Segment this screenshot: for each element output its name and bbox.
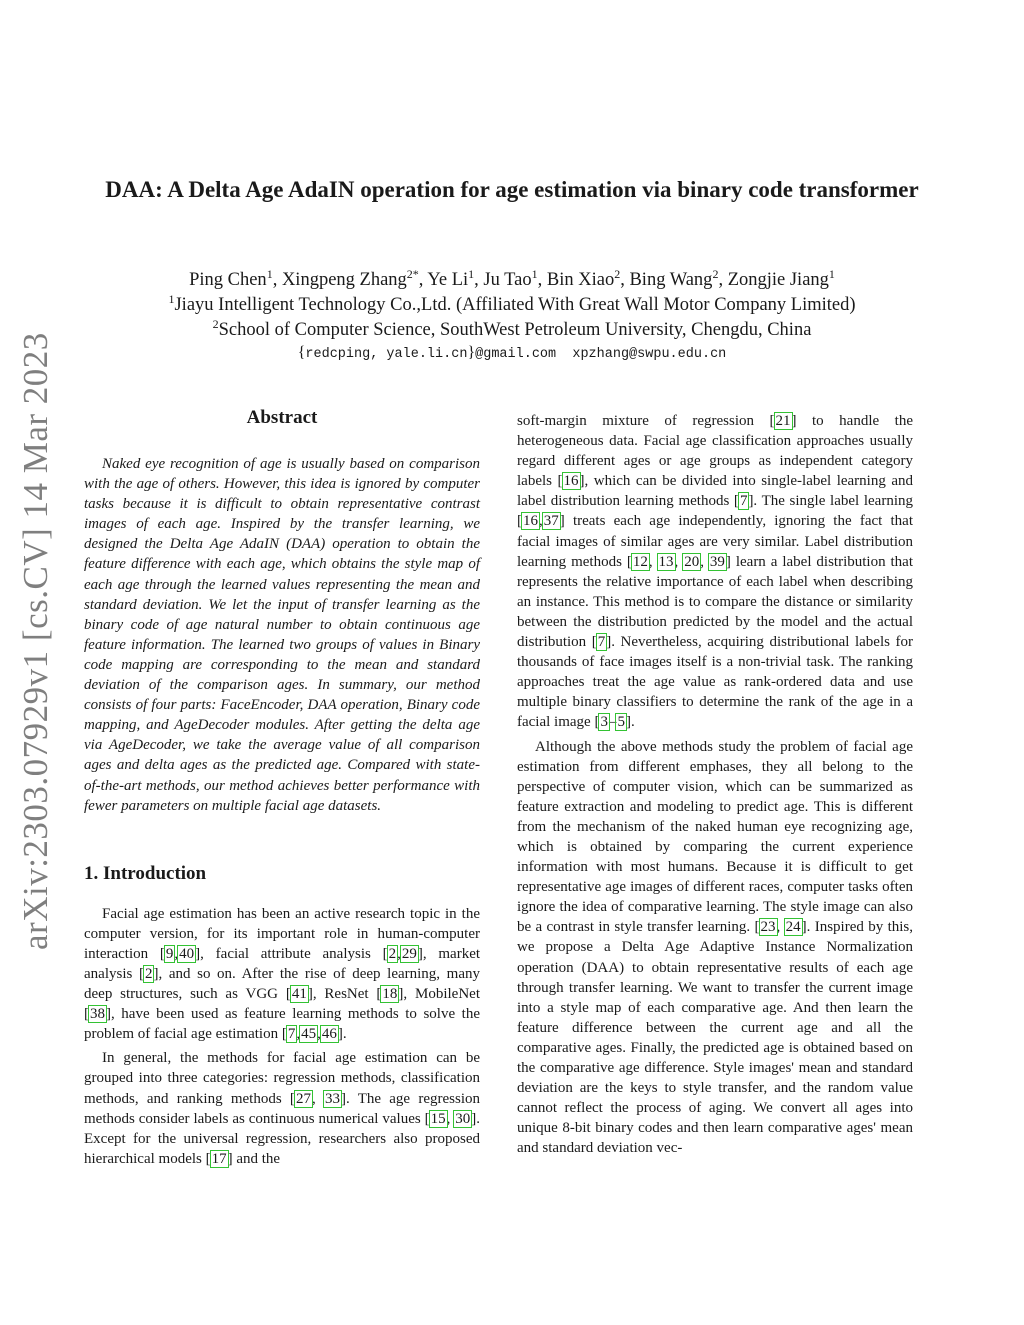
citation-link[interactable]: 2 (144, 965, 153, 982)
text-run: , (539, 513, 543, 530)
email-close-brace: } (467, 344, 476, 361)
text-run: ]. Except for the universal regression, researchers also proposed hierarchical models [ (84, 1110, 480, 1167)
text-run: , (700, 553, 709, 570)
text-run: ], and so on. After the rise of deep learning, many deep structures, such as VGG [ (84, 965, 480, 1003)
text-run: Facial age estimation has been an active research topic in the computer version, for its important role in human-computer interaction (84, 905, 480, 962)
text-run: soft-margin mixture of regression [ (517, 413, 775, 429)
author-name: Zongjie Jiang (727, 270, 829, 290)
citation-link[interactable]: 23 (760, 919, 776, 936)
citation-link[interactable]: 21 (775, 413, 791, 429)
citation-link[interactable]: 16 (523, 513, 538, 530)
right-paragraph-2 (517, 737, 913, 1159)
email-open-brace: { (297, 344, 306, 361)
author-name: Ye Li (427, 270, 469, 290)
author-block (80, 268, 944, 343)
email-domain[interactable]: @gmail.com (475, 347, 557, 362)
author-separator: , (418, 270, 428, 290)
text-run: , (317, 1026, 321, 1043)
left-column (84, 404, 480, 1169)
text-run: ] treats each age independently, ignoring the fact that facial images of similar ages are very similar. Label distribution learning methods [ (517, 513, 913, 570)
affiliation-1-text: Jiayu Intelligent Technology Co.,Ltd. (Affiliated With Great Wall Motor Company Limited) (174, 295, 856, 315)
arxiv-identifier-stamp[interactable]: arXiv:2303.07929v1 [cs.CV] 14 Mar 2023 (16, 332, 55, 950)
text-run: ], MobileNet [ (84, 986, 481, 1023)
author-affiliation-marker: 2* (406, 266, 419, 281)
text-run: ]. Nevertheless, acquiring distributional labels for thousands of face images itself is a non-trivial task. The ranking approaches treat the age value as rank-ordered data and use multiple binary classifiers to determine the rank of the age in a facial image [ (517, 634, 913, 731)
affiliation-1 (80, 293, 944, 318)
citation-link[interactable]: 37 (543, 513, 559, 530)
author-affiliation-marker: 1 (266, 266, 273, 281)
author-name: Ping Chen (189, 270, 267, 290)
citation-link[interactable]: 15 (430, 1110, 446, 1127)
text-run: [ (159, 945, 165, 962)
citation-link[interactable]: 16 (563, 473, 579, 490)
text-run: ]. (625, 714, 635, 731)
author-name: Bing Wang (629, 270, 713, 290)
citation-link[interactable]: 17 (211, 1150, 227, 1167)
citation-link[interactable]: 3 (600, 714, 608, 731)
text-run: ], market analysis [ (84, 945, 481, 982)
citation-link[interactable]: 30 (455, 1110, 471, 1127)
text-run: ]. The age regression methods consider labels as continuous numerical values [ (84, 1090, 480, 1127)
author-affiliation-marker: 1 (828, 266, 835, 281)
author-separator: , (718, 270, 728, 290)
text-run: In general, the methods for facial age estimation can be grouped into three categories: regression methods, classification methods, and ranking methods [ (84, 1050, 480, 1107)
text-run: ] and the (227, 1150, 281, 1167)
text-run: ], have been used as feature learning methods to solve the problem of facial age estimation [ (84, 1006, 480, 1043)
text-run: ], ResNet [ (307, 986, 382, 1003)
citation-link[interactable]: 39 (709, 553, 725, 570)
citation-link[interactable]: 18 (382, 986, 398, 1003)
citation-link[interactable]: 27 (295, 1090, 311, 1107)
author-separator: , (620, 270, 630, 290)
citation-link[interactable]: 29 (401, 945, 417, 962)
text-run: , (776, 919, 785, 936)
citation-link[interactable]: 5 (617, 714, 625, 731)
citation-link[interactable]: 12 (632, 553, 648, 570)
author-list (80, 268, 944, 293)
text-run: ] learn a label distribution that represents the relative importance of each label when describing an instance. This method is to compare the distance or similarity between the distribution predicted by the model and the actual distribution [ (517, 553, 914, 651)
citation-link[interactable]: 45 (301, 1026, 317, 1043)
right-column (517, 411, 913, 1158)
author-affiliation-marker: 1 (531, 266, 538, 281)
citation-link[interactable]: 7 (287, 1026, 296, 1043)
text-run: , (648, 553, 658, 570)
citation-link[interactable]: 38 (90, 1006, 105, 1023)
citation-link[interactable]: 2 (388, 945, 397, 962)
paper-title: DAA: A Delta Age AdaIN operation for age estimation via binary code transformer (105, 177, 919, 202)
text-run: – (608, 714, 617, 731)
abstract-heading: Abstract (246, 407, 318, 428)
citation-link[interactable]: 9 (165, 945, 174, 962)
author-name: Xingpeng Zhang (281, 270, 407, 290)
author-name: Ju Tao (483, 270, 532, 290)
intro-paragraph-1 (84, 904, 480, 1045)
citation-link[interactable]: 7 (597, 634, 606, 651)
affiliation-2-marker: 2 (212, 316, 219, 331)
text-run: ]. The single label learning [ (517, 493, 913, 530)
affiliation-2-text: School of Computer Science, SouthWest Petroleum University, Chengdu, China (218, 320, 812, 340)
text-run: , (446, 1110, 455, 1127)
author-separator: , (272, 270, 282, 290)
affiliation-1-marker: 1 (168, 291, 175, 306)
citation-link[interactable]: 13 (658, 553, 674, 570)
text-run: , (397, 945, 401, 962)
introduction-heading: 1. Introduction (84, 862, 207, 884)
author-affiliation-marker: 2 (712, 266, 719, 281)
email-second[interactable]: xpzhang@swpu.edu.cn (572, 347, 727, 362)
text-run: , (311, 1090, 324, 1107)
text-run: ]. Inspired by this, we propose a Delta Age Adaptive Instance Normalization operation (DAA) to obtain representative results of each age through transfer learning. We want to transfer the current image into a style map of each comparative age. And then learn the feature difference between the current age and all the comparative ages. Finally, the predicted age is obtained based on the comparative age difference. Style images' mean and standard deviation are the keys to style transfer, and the random value cannot reflect the process of aging. We convert all ages into unique 8-bit binary codes and then learn comparative ages' mean and standard deviation vec- (517, 919, 913, 1157)
citation-link[interactable]: 40 (179, 945, 195, 962)
citation-link[interactable]: 41 (291, 986, 307, 1003)
citation-link[interactable]: 7 (739, 493, 748, 510)
text-run: ] to handle the heterogeneous data. Facial age classification approaches usually regard different ages or age groups as independent category labels [ (517, 413, 913, 490)
text-run: Although the above methods study the problem of facial age estimation from different emphases, they all belong to the perspective of computer vision, which can be summarized as feature extraction and modeling to predict age. This is different from the mechanism of the naked human eye recognizing age, which is obtained by comparing the current experience information with most humans. Because it is difficult to get representative age images of different races, computer tasks often ignore the idea of comparative learning. The style image can also be a contrast in style transfer learning. [ (517, 738, 913, 936)
author-separator: , (537, 270, 547, 290)
citation-link[interactable]: 20 (684, 553, 700, 570)
abstract-text: Naked eye recognition of age is usually based on comparison with the age of others. However, this idea is ignored by computer tasks because it is difficult to obtain representative contrast images of each age. Inspired by the transfer learning, we designed the Delta Age AdaIN (DAA) operation to obtain the feature difference with each age, which obtains the style map of each age through the learned values representing the mean and standard deviation. We let the input of transfer learning as the binary code of age natural number to obtain continuous age feature information. The learned two groups of values in Binary code mapping are corresponding to the mean and standard deviation of the comparison ages. In summary, our method consists of four parts: FaceEncoder, DAA operation, Binary code mapping, and AgeDecoder modules. After getting the delta age via AgeDecoder, we take the average value of all comparison ages and delta ages as the predicted age. Compared with state-of-the-art methods, our method achieves better performance with fewer parameters on multiple facial age datasets. (84, 456, 480, 814)
author-separator: , (474, 270, 484, 290)
author-affiliation-marker: 1 (468, 266, 475, 281)
email-line (80, 344, 944, 362)
text-run: , (296, 1026, 301, 1043)
citation-link[interactable]: 33 (324, 1090, 340, 1107)
text-run: ], facial attribute analysis [ (195, 945, 388, 962)
affiliation-2 (80, 318, 944, 343)
text-run: , (174, 945, 179, 962)
author-name: Bin Xiao (546, 270, 615, 290)
intro-paragraph-2 (84, 1048, 480, 1169)
author-affiliation-marker: 2 (614, 266, 621, 281)
text-run: ]. (337, 1026, 347, 1043)
email-group[interactable]: redcping, yale.li.cn (305, 347, 468, 362)
text-run: ], which can be divided into single-label learning and label distribution learning methods [ (517, 473, 914, 510)
right-paragraph-1 (517, 411, 913, 733)
citation-link[interactable]: 24 (785, 919, 801, 936)
citation-link[interactable]: 46 (321, 1026, 337, 1043)
text-run: , (674, 553, 684, 570)
